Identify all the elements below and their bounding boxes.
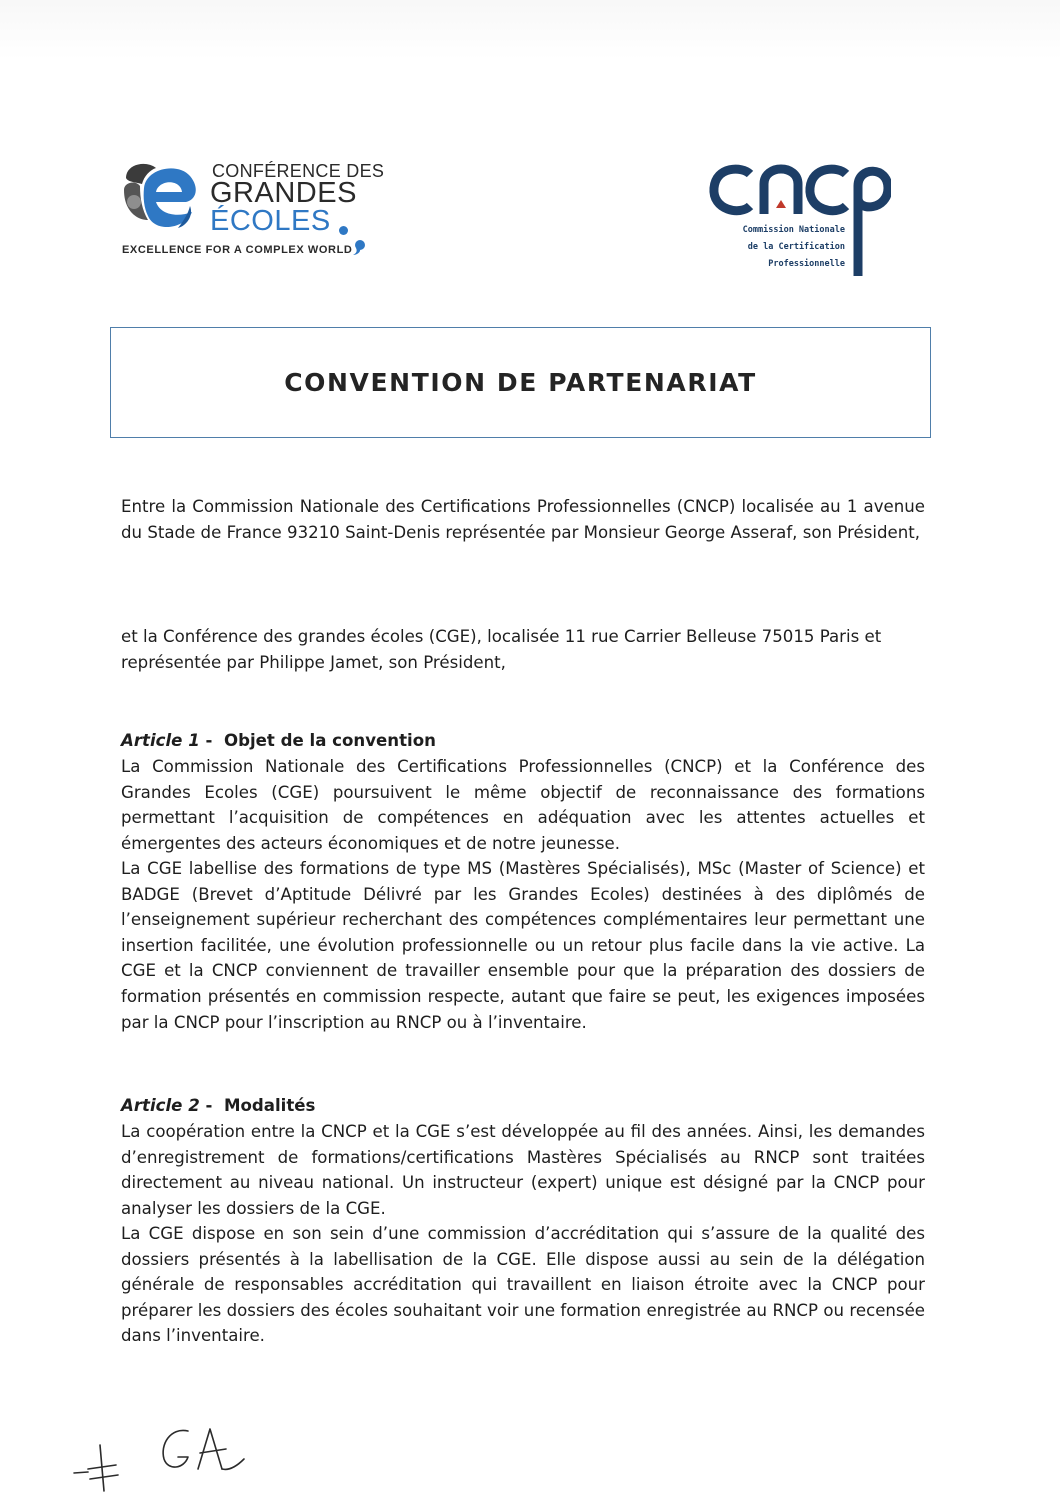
cge-emblem-icon (120, 158, 210, 238)
cge-registered-dot (339, 226, 348, 235)
handwritten-initials (60, 1425, 260, 1495)
scan-shading (0, 0, 1060, 60)
cge-wordmark-line1: CONFÉRENCE DES (212, 161, 385, 181)
document-title: CONVENTION DE PARTENARIAT (284, 368, 757, 397)
article-2-paragraph-1: La coopération entre la CNCP et la CGE s’est développée au fil des années. Ainsi, les demandes d’enregistrement de formations/certifications Mastères Spécialisés au RNCP sont traitées directement au niveau national. Un instructeur (expert) unique est désigné par la CNCP pour analyser les dossiers de la CGE. (121, 1122, 925, 1218)
cncp-subtitle-line3: Professionnelle (768, 259, 845, 269)
title-box (110, 327, 931, 438)
article-1-paragraph-2: La CGE labellise des formations de type MS (Mastères Spécialisés), MSc (Master of Science) et BADGE (Brevet d’Aptitude Délivré par les Grandes Ecoles) destinées à des diplômés de l’enseignement supérieur recherchant des compétences complémentaires leur permettant une insertion facilitée, une évolution professionnelle ou un retour plus facile dans la vie active. La CGE et la CNCP conviennent de travailler ensemble pour que la préparation des dossiers de formation présentés en commission respecte, autant que faire se peut, les exigences imposées par la CNCP pour l’inscription au RNCP ou à l’inventaire. (121, 859, 925, 1032)
party-cge-paragraph: et la Conférence des grandes écoles (CGE), localisée 11 rue Carrier Belleuse 75015 Paris et représentée par Philippe Jamet, son Président, (121, 627, 882, 672)
article-2-heading (121, 1093, 315, 1119)
cncp-subtitle-line2: de la Certification (747, 242, 845, 252)
article-1-title: Objet de la convention (223, 731, 436, 750)
cge-logo (118, 158, 385, 263)
cge-wordmark-line3: ÉCOLES (210, 205, 331, 237)
cge-tagline: EXCELLENCE FOR A COMPLEX WORLD (122, 244, 353, 256)
article-2-paragraph-2: La CGE dispose en son sein d’une commission d’accréditation qui s’assure de la qualité des dossiers présentés à la labellisation de la CGE. Elle dispose aussi au sein de la délégation générale de responsables accréditation qui travaillent en liaison étroite avec la CNCP pour préparer les dossiers des écoles souhaitant voir une formation enregistrée au RNCP ou recensée dans l’inventaire. (121, 1224, 925, 1346)
cncp-subtitle-line1: Commission Nationale (742, 225, 845, 235)
article-2-title: Modalités (223, 1096, 316, 1115)
article-1-number: Article 1 (121, 731, 200, 750)
article-1-heading (121, 728, 436, 754)
article-2-number: Article 2 (121, 1096, 200, 1115)
article-1-paragraph-1: La Commission Nationale des Certifications Professionnelles (CNCP) et la Conférence des Grandes Ecoles (CGE) poursuivent le même objectif de reconnaissance des formations permettant l’acquisition de compétences en adéquation avec les attentes actuelles et émergentes des acteurs économiques et de notre jeunesse. (121, 757, 925, 853)
cncp-logo (706, 158, 891, 278)
article-1-separator: - (199, 731, 224, 750)
cge-wordmark-line2: GRANDES (210, 177, 357, 209)
party-cncp-paragraph: Entre la Commission Nationale des Certifications Professionnelles (CNCP) localisée au 1 avenue du Stade de France 93210 Saint-Denis représentée par Monsieur George Asseraf, son Président, (121, 497, 925, 542)
cge-tag-drop-icon (352, 239, 366, 255)
article-2-separator: - (199, 1096, 224, 1115)
